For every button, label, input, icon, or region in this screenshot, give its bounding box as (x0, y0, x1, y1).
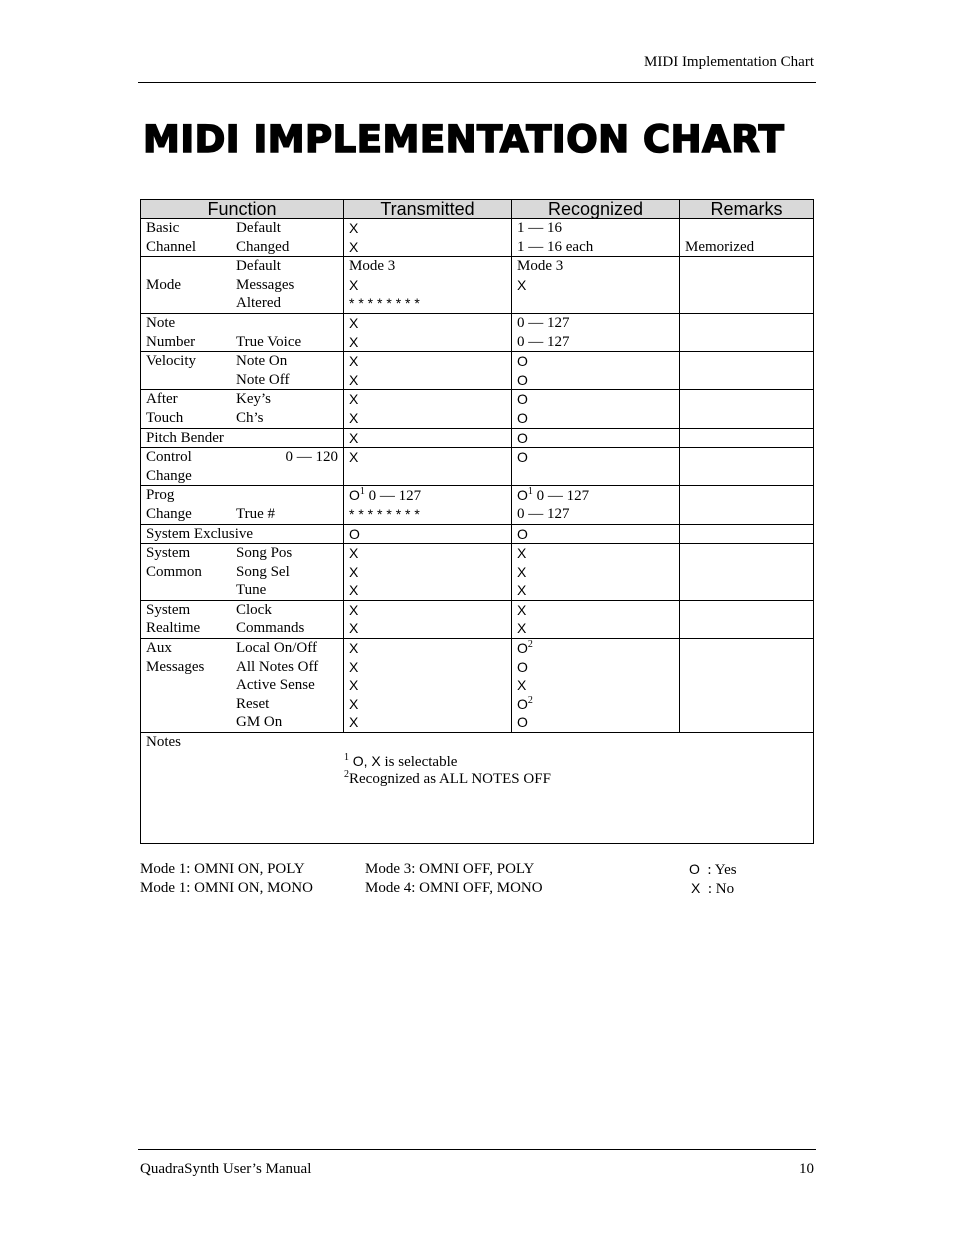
recognized-value: O (517, 658, 528, 675)
transmitted-value: X (349, 391, 359, 408)
transmitted-value: X (349, 640, 359, 657)
legend-no-text: : No (707, 880, 735, 897)
transmitted-cell (344, 257, 512, 314)
function-sublabel: True Voice (236, 333, 302, 350)
function-label: Basic (146, 220, 180, 236)
transmitted-value: X (349, 238, 359, 255)
transmitted-value: X (349, 333, 359, 350)
range-value: 0 — 127 (364, 488, 422, 505)
function-sublabel: Song Sel (236, 563, 290, 580)
function-sublabel: All Notes Off (236, 658, 319, 675)
transmitted-value: X (349, 695, 359, 712)
transmitted-value: * * * * * * * * (349, 295, 420, 312)
table-row (141, 524, 814, 544)
function-sublabel: Note Off (236, 371, 290, 388)
recognized-value: Mode 3 (517, 258, 564, 275)
recognized-value: 0 — 127 (517, 505, 570, 522)
transmitted-value: O (349, 525, 360, 542)
recognized-value: X (517, 582, 527, 599)
remarks-cell (680, 428, 814, 448)
transmitted-value: X (349, 314, 359, 331)
function-cell (141, 524, 344, 544)
legend-mode-3: Mode 3: OMNI OFF, POLY (365, 861, 535, 877)
header-recognized: Recognized (512, 200, 680, 219)
table-row (141, 428, 814, 448)
function-label: Prog (146, 487, 175, 504)
function-sublabel: Ch’s (236, 409, 264, 426)
legend-yes-symbol: O (689, 861, 700, 877)
transmitted-cell (344, 448, 512, 486)
remarks-cell (680, 600, 814, 638)
note-2 (146, 770, 808, 789)
function-cell (141, 428, 344, 448)
function-sublabel: GM On (236, 714, 283, 731)
legend-yes-text: : Yes (707, 862, 737, 878)
function-sublabel: Reset (236, 695, 270, 712)
function-sublabel: Changed (236, 238, 290, 255)
recognized-value: X (517, 563, 527, 580)
transmitted-value: X (349, 563, 359, 580)
transmitted-value: X (349, 620, 359, 637)
function-label: System (146, 545, 191, 562)
note-1-number: 1 (344, 751, 349, 763)
table-header-row (141, 200, 814, 219)
function-sublabel: Key’s (236, 391, 271, 408)
transmitted-value: X (349, 677, 359, 694)
recognized-cell (512, 544, 680, 601)
recognized-value: X (517, 620, 527, 637)
function-label: After (146, 391, 178, 408)
function-sublabel: Default (236, 258, 281, 275)
remarks-cell (680, 544, 814, 601)
function-cell (141, 448, 344, 486)
transmitted-value: X (349, 429, 359, 446)
function-cell (141, 639, 344, 733)
range-value: 0 — 127 (532, 488, 590, 505)
transmitted-value: X (349, 601, 359, 618)
recognized-value: 1 — 16 each (517, 238, 594, 255)
running-header: MIDI Implementation Chart (644, 54, 814, 70)
function-label (146, 713, 236, 732)
table-row (141, 448, 814, 486)
table-row (141, 390, 814, 428)
recognized-value: O (517, 391, 528, 408)
remarks-value: Memorized (685, 238, 755, 255)
recognized-cell (512, 600, 680, 638)
transmitted-value: O (349, 487, 360, 504)
function-cell (141, 257, 344, 314)
function-label: Channel (146, 238, 196, 255)
transmitted-value: X (349, 545, 359, 562)
function-sublabel: Note On (236, 353, 288, 370)
function-label: System (146, 601, 191, 618)
transmitted-value: X (349, 658, 359, 675)
recognized-cell (512, 428, 680, 448)
function-label (146, 257, 236, 276)
function-label: Messages (146, 658, 205, 675)
function-label: Realtime (146, 620, 201, 637)
table-row (141, 544, 814, 601)
function-sublabel: Default (236, 220, 281, 236)
function-sublabel: True # (236, 505, 276, 522)
remarks-cell (680, 390, 814, 428)
transmitted-cell (344, 486, 512, 524)
note-2-text: Recognized as ALL NOTES OFF (349, 771, 551, 788)
transmitted-cell (344, 524, 512, 544)
footer-title: QuadraSynth User’s Manual (140, 1161, 312, 1177)
header-remarks: Remarks (680, 200, 814, 219)
footnote-ref: 2 (527, 694, 533, 706)
transmitted-value: X (349, 714, 359, 731)
function-sublabel: Messages (236, 276, 295, 293)
table-row (141, 600, 814, 638)
header-transmitted: Transmitted (344, 200, 512, 219)
remarks-cell (680, 524, 814, 544)
recognized-cell (512, 639, 680, 733)
transmitted-value: X (349, 371, 359, 388)
header-rule (138, 82, 816, 83)
function-sublabel (236, 314, 338, 333)
table-row (141, 257, 814, 314)
function-sublabel (236, 429, 338, 448)
recognized-value: O (517, 409, 528, 426)
table-row (141, 313, 814, 351)
recognized-cell (512, 390, 680, 428)
footnote-ref: 2 (527, 639, 533, 651)
function-label (146, 581, 236, 600)
function-label: Touch (146, 409, 184, 426)
recognized-value: O (517, 429, 528, 446)
function-label: Change (146, 467, 192, 484)
function-cell (141, 219, 344, 257)
function-sublabel (236, 467, 338, 486)
remarks-cell (680, 486, 814, 524)
transmitted-cell (344, 544, 512, 601)
transmitted-value: X (349, 220, 359, 236)
function-label (146, 371, 236, 390)
mode-legend (140, 860, 813, 897)
legend-mode-1: Mode 1: OMNI ON, POLY (140, 861, 305, 877)
footnote-ref: 1 (359, 486, 365, 498)
transmitted-value: X (349, 449, 359, 466)
transmitted-value: * * * * * * * * (349, 505, 420, 522)
transmitted-cell (344, 600, 512, 638)
function-label: System Exclusive (146, 525, 254, 542)
table-row (141, 639, 814, 733)
header-function: Function (141, 200, 344, 219)
recognized-value: 0 — 127 (517, 314, 570, 331)
footer-rule (138, 1149, 816, 1150)
function-cell (141, 486, 344, 524)
transmitted-value: X (349, 353, 359, 370)
table-body (141, 219, 814, 733)
function-cell (141, 352, 344, 390)
midi-implementation-table (140, 199, 814, 844)
legend-no (691, 879, 734, 899)
remarks-cell (680, 219, 814, 257)
recognized-value: X (517, 677, 527, 694)
transmitted-cell (344, 639, 512, 733)
function-label: Number (146, 333, 196, 350)
function-label: Aux (146, 640, 172, 657)
transmitted-cell (344, 313, 512, 351)
footnote-ref: 1 (527, 486, 533, 498)
remarks-cell (680, 352, 814, 390)
recognized-cell (512, 524, 680, 544)
function-label (146, 294, 236, 313)
function-sublabel: Song Pos (236, 545, 293, 562)
remarks-cell (680, 313, 814, 351)
function-label: Note (146, 314, 176, 331)
recognized-cell (512, 219, 680, 257)
remarks-cell (680, 257, 814, 314)
function-label: Common (146, 563, 202, 580)
transmitted-cell (344, 390, 512, 428)
transmitted-cell (344, 428, 512, 448)
recognized-value: O (517, 640, 528, 657)
recognized-value: O (517, 353, 528, 370)
recognized-cell (512, 352, 680, 390)
transmitted-cell (344, 352, 512, 390)
page-title: MIDI IMPLEMENTATION CHART (143, 118, 785, 161)
remarks-cell (680, 448, 814, 486)
recognized-value: O (517, 487, 528, 504)
function-label: Control (146, 449, 192, 466)
function-label: Mode (146, 276, 181, 293)
recognized-value: X (517, 545, 527, 562)
function-sublabel: Active Sense (236, 677, 315, 694)
function-sublabel: Local On/Off (236, 640, 317, 657)
recognized-cell (512, 257, 680, 314)
recognized-cell (512, 313, 680, 351)
transmitted-value: X (349, 409, 359, 426)
table-row (141, 219, 814, 257)
function-sublabel: 0 — 120 (285, 449, 338, 466)
function-cell (141, 600, 344, 638)
function-label: Change (146, 505, 192, 522)
function-label: Pitch Bender (146, 429, 224, 446)
recognized-value: 0 — 127 (517, 333, 570, 350)
function-cell (141, 313, 344, 351)
recognized-value: O (517, 695, 528, 712)
function-label (146, 676, 236, 695)
function-label (146, 695, 236, 714)
function-label: Velocity (146, 353, 196, 370)
function-cell (141, 390, 344, 428)
note-2-number: 2 (344, 769, 349, 781)
table-row (141, 486, 814, 524)
note-1-text: is selectable (380, 753, 458, 770)
recognized-cell (512, 486, 680, 524)
remarks-cell (680, 639, 814, 733)
recognized-value: O (517, 525, 528, 542)
recognized-value: 1 — 16 (517, 220, 562, 236)
function-sublabel: Altered (236, 295, 281, 312)
recognized-cell (512, 448, 680, 486)
notes-cell (141, 733, 814, 844)
note-1-symbols: O, X (352, 752, 381, 769)
function-sublabel (236, 525, 338, 544)
transmitted-cell (344, 219, 512, 257)
transmitted-value: X (349, 582, 359, 599)
function-cell (141, 544, 344, 601)
notes-row (141, 733, 814, 844)
function-sublabel: Clock (236, 601, 272, 618)
function-sublabel: Commands (236, 620, 305, 637)
transmitted-value: X (349, 276, 359, 293)
recognized-value: X (517, 276, 527, 293)
recognized-value: O (517, 371, 528, 388)
legend-no-symbol: X (691, 879, 701, 896)
note-1 (146, 752, 808, 771)
function-sublabel: Tune (236, 582, 267, 599)
recognized-value: X (517, 601, 527, 618)
recognized-value: O (517, 714, 528, 731)
page-number: 10 (799, 1161, 814, 1177)
notes-label: Notes (146, 734, 181, 751)
legend-yes (689, 860, 737, 880)
table-row (141, 352, 814, 390)
transmitted-value: Mode 3 (349, 258, 396, 275)
recognized-value: O (517, 449, 528, 466)
legend-mode-2: Mode 1: OMNI ON, MONO (140, 879, 313, 896)
function-sublabel (236, 486, 338, 505)
legend-mode-4: Mode 4: OMNI OFF, MONO (365, 879, 543, 896)
